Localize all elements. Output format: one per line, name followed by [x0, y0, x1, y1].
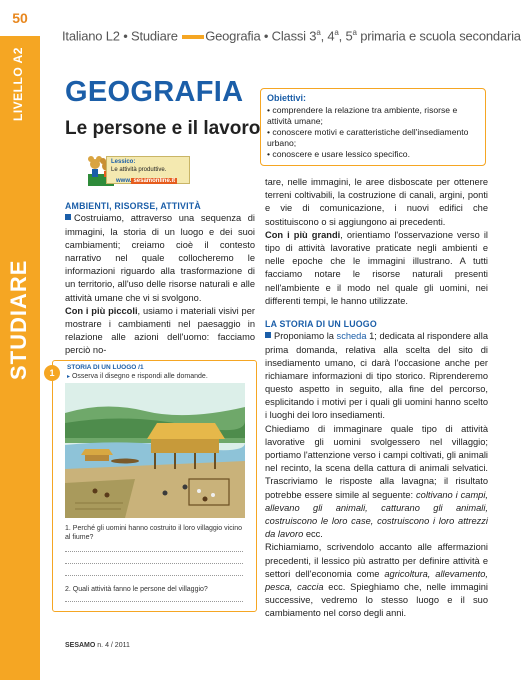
paragraph-text: Richiamiamo, scrivendolo accanto alle affermazioni precedenti, il lessico più astratto per definire attività e settori dell'economia come	[265, 542, 488, 579]
card-title: STORIA DI UN LUOGO /1	[67, 364, 144, 371]
lessico-label: Lessico:	[111, 159, 136, 165]
paragraph	[265, 229, 488, 308]
header-sup-3: a	[352, 28, 357, 37]
header-sep-2: , 5	[338, 28, 353, 44]
paragraph-bold-text: Con i più piccoli	[65, 305, 138, 316]
square-bullet-icon	[65, 214, 71, 220]
answer-line[interactable]	[65, 575, 243, 576]
page-number: 50	[0, 0, 40, 36]
paragraph	[265, 330, 488, 422]
card-number: 1	[44, 365, 60, 381]
page-header	[62, 28, 521, 44]
answer-line[interactable]	[65, 551, 243, 552]
paragraph-text: , orientiamo l'osservazione verso il tipo di attività lavorative praticate negli ambienti e nelle epoche che le immagini illustrano. A tutti facciamo notare le risorse naturali presenti nell'ambiente e il modo nel quale gli uomini, nei differenti tempi, le hanno utilizzate.	[265, 229, 488, 306]
village-illustration	[65, 383, 245, 518]
answer-line[interactable]	[65, 601, 243, 602]
objective-item: • comprendere la relazione tra ambiente, risorse e attività umane;	[267, 104, 458, 126]
header-accent-bar	[182, 35, 204, 39]
lessico-text: Le attività produttive.	[111, 166, 167, 173]
right-column	[265, 176, 488, 620]
footer-issue: n. 4 / 2011	[95, 642, 130, 649]
header-text-1: Italiano L2 • Studiare	[62, 28, 182, 44]
level-label: LIVELLO A2	[11, 47, 25, 121]
paragraph-bold-text: Con i più grandi	[265, 229, 341, 240]
question-1: 1. Perché gli uomini hanno costruito il loro villaggio vicino al fiume?	[65, 525, 243, 542]
lessico-box	[86, 152, 190, 190]
exercise-card	[49, 360, 257, 612]
question-2: 2. Quali attività fanno le persone del villaggio?	[65, 586, 208, 593]
website-prefix: www.	[116, 178, 132, 184]
paragraph: tare, nelle immagini, le aree disboscate per ottenere terreni coltivabili, la costruzione di canali, argini, ponti e vie di comunicazione, i nuovi edifici che sostituiscono o si aggiungono ai precedenti.	[265, 177, 488, 227]
paragraph-italic-text: coltivano i campi, allevano gli animali, catturano gli animali, costruiscono le loro case, costruiscono i loro attrezzi da lavoro	[265, 489, 489, 540]
header-sup-2: a	[334, 28, 339, 37]
paragraph	[265, 423, 488, 542]
page-subtitle: Le persone e il lavoro	[65, 118, 261, 139]
objective-item: • conoscere e usare lessico specifico.	[267, 149, 410, 160]
header-text-3: primaria e scuola secondaria	[356, 28, 521, 44]
paragraph	[65, 305, 255, 358]
paragraph-text: , usiamo i materiali visivi per mostrare i cambiamenti nel paesaggio in relazione alle azioni dell'uomo: facciamo perciò no-	[65, 305, 255, 356]
paragraph-text: Proponiamo la	[274, 331, 337, 342]
left-column	[65, 200, 255, 358]
paragraph-text: ecc.	[303, 529, 323, 540]
paragraph-text: Costruiamo, attraverso una sequenza di immagini, la storia di un luogo e dei suoi cambiamenti; creiamo cioè il contesto narrativo nel quale collocheremo le informazioni riguardo alla trasformazione di un territorio, all'uso delle risorse naturali e alle attività umane che vi si svolgono.	[65, 213, 255, 303]
sidebar	[0, 0, 40, 680]
page-footer	[65, 642, 130, 649]
triangle-bullet-icon: ▸	[67, 374, 71, 380]
card-instruction	[67, 373, 208, 380]
scheda-link[interactable]: scheda	[336, 331, 367, 342]
page-title: GEOGRAFIA	[65, 76, 244, 108]
objectives-title: Obiettivi:	[267, 93, 307, 103]
objective-item: • conoscere motivi e caratteristiche dell'insediamento urbano;	[267, 127, 469, 149]
paragraph	[65, 212, 255, 304]
spacer	[265, 308, 488, 318]
header-sep-1: , 4	[320, 28, 335, 44]
section-heading: AMBIENTI, RISORSE, ATTIVITÀ	[65, 201, 201, 211]
objectives-box	[260, 88, 486, 166]
square-bullet-icon	[265, 332, 271, 338]
section-heading: LA STORIA DI UN LUOGO	[265, 318, 377, 329]
paragraph-text: Chiediamo di immaginare quale tipo di attività lavorative gli uomini svolgessero nel villaggio; portiamo l'attenzione verso i campi coltivati, gli animali nel recinto, la scena della cattura di animali selvatici. Trascriviamo le risposte alla lavagna; il risultato potrebbe essere simile al seguente:	[265, 423, 488, 500]
answer-line[interactable]	[65, 563, 243, 564]
footer-brand: SESAMO	[65, 642, 96, 649]
header-sup-1: a	[316, 28, 321, 37]
website-link[interactable]	[116, 178, 177, 184]
instruction-text: Osserva il disegno e rispondi alle domande.	[71, 373, 208, 380]
website-name: sesamonline.it	[133, 178, 176, 184]
paragraph	[265, 541, 488, 620]
paragraph-italic-text: agricoltura, allevamento, pesca, caccia	[265, 568, 488, 592]
paragraph-text: ecc. Spieghiamo che, nelle immagini successive, vedremo lo stesso luogo e il suo cambiamento nel corso degli anni.	[265, 581, 488, 619]
paragraph-text: 1; dedicata al rispondere alla prima domanda, relativa alla scelta del sito di insediamento umano, ci darà l'occasione anche per richiamare informazioni di tipo storico. Riprenderemo questo aspetto in seguito, alla fine del percorso, esplicitando i motivi per i quali gli uomini hanno scelto i luoghi dei loro insediamenti.	[265, 331, 488, 421]
header-text-2: Geografia • Classi 3	[205, 28, 317, 44]
section-label: STUDIARE	[6, 259, 31, 381]
